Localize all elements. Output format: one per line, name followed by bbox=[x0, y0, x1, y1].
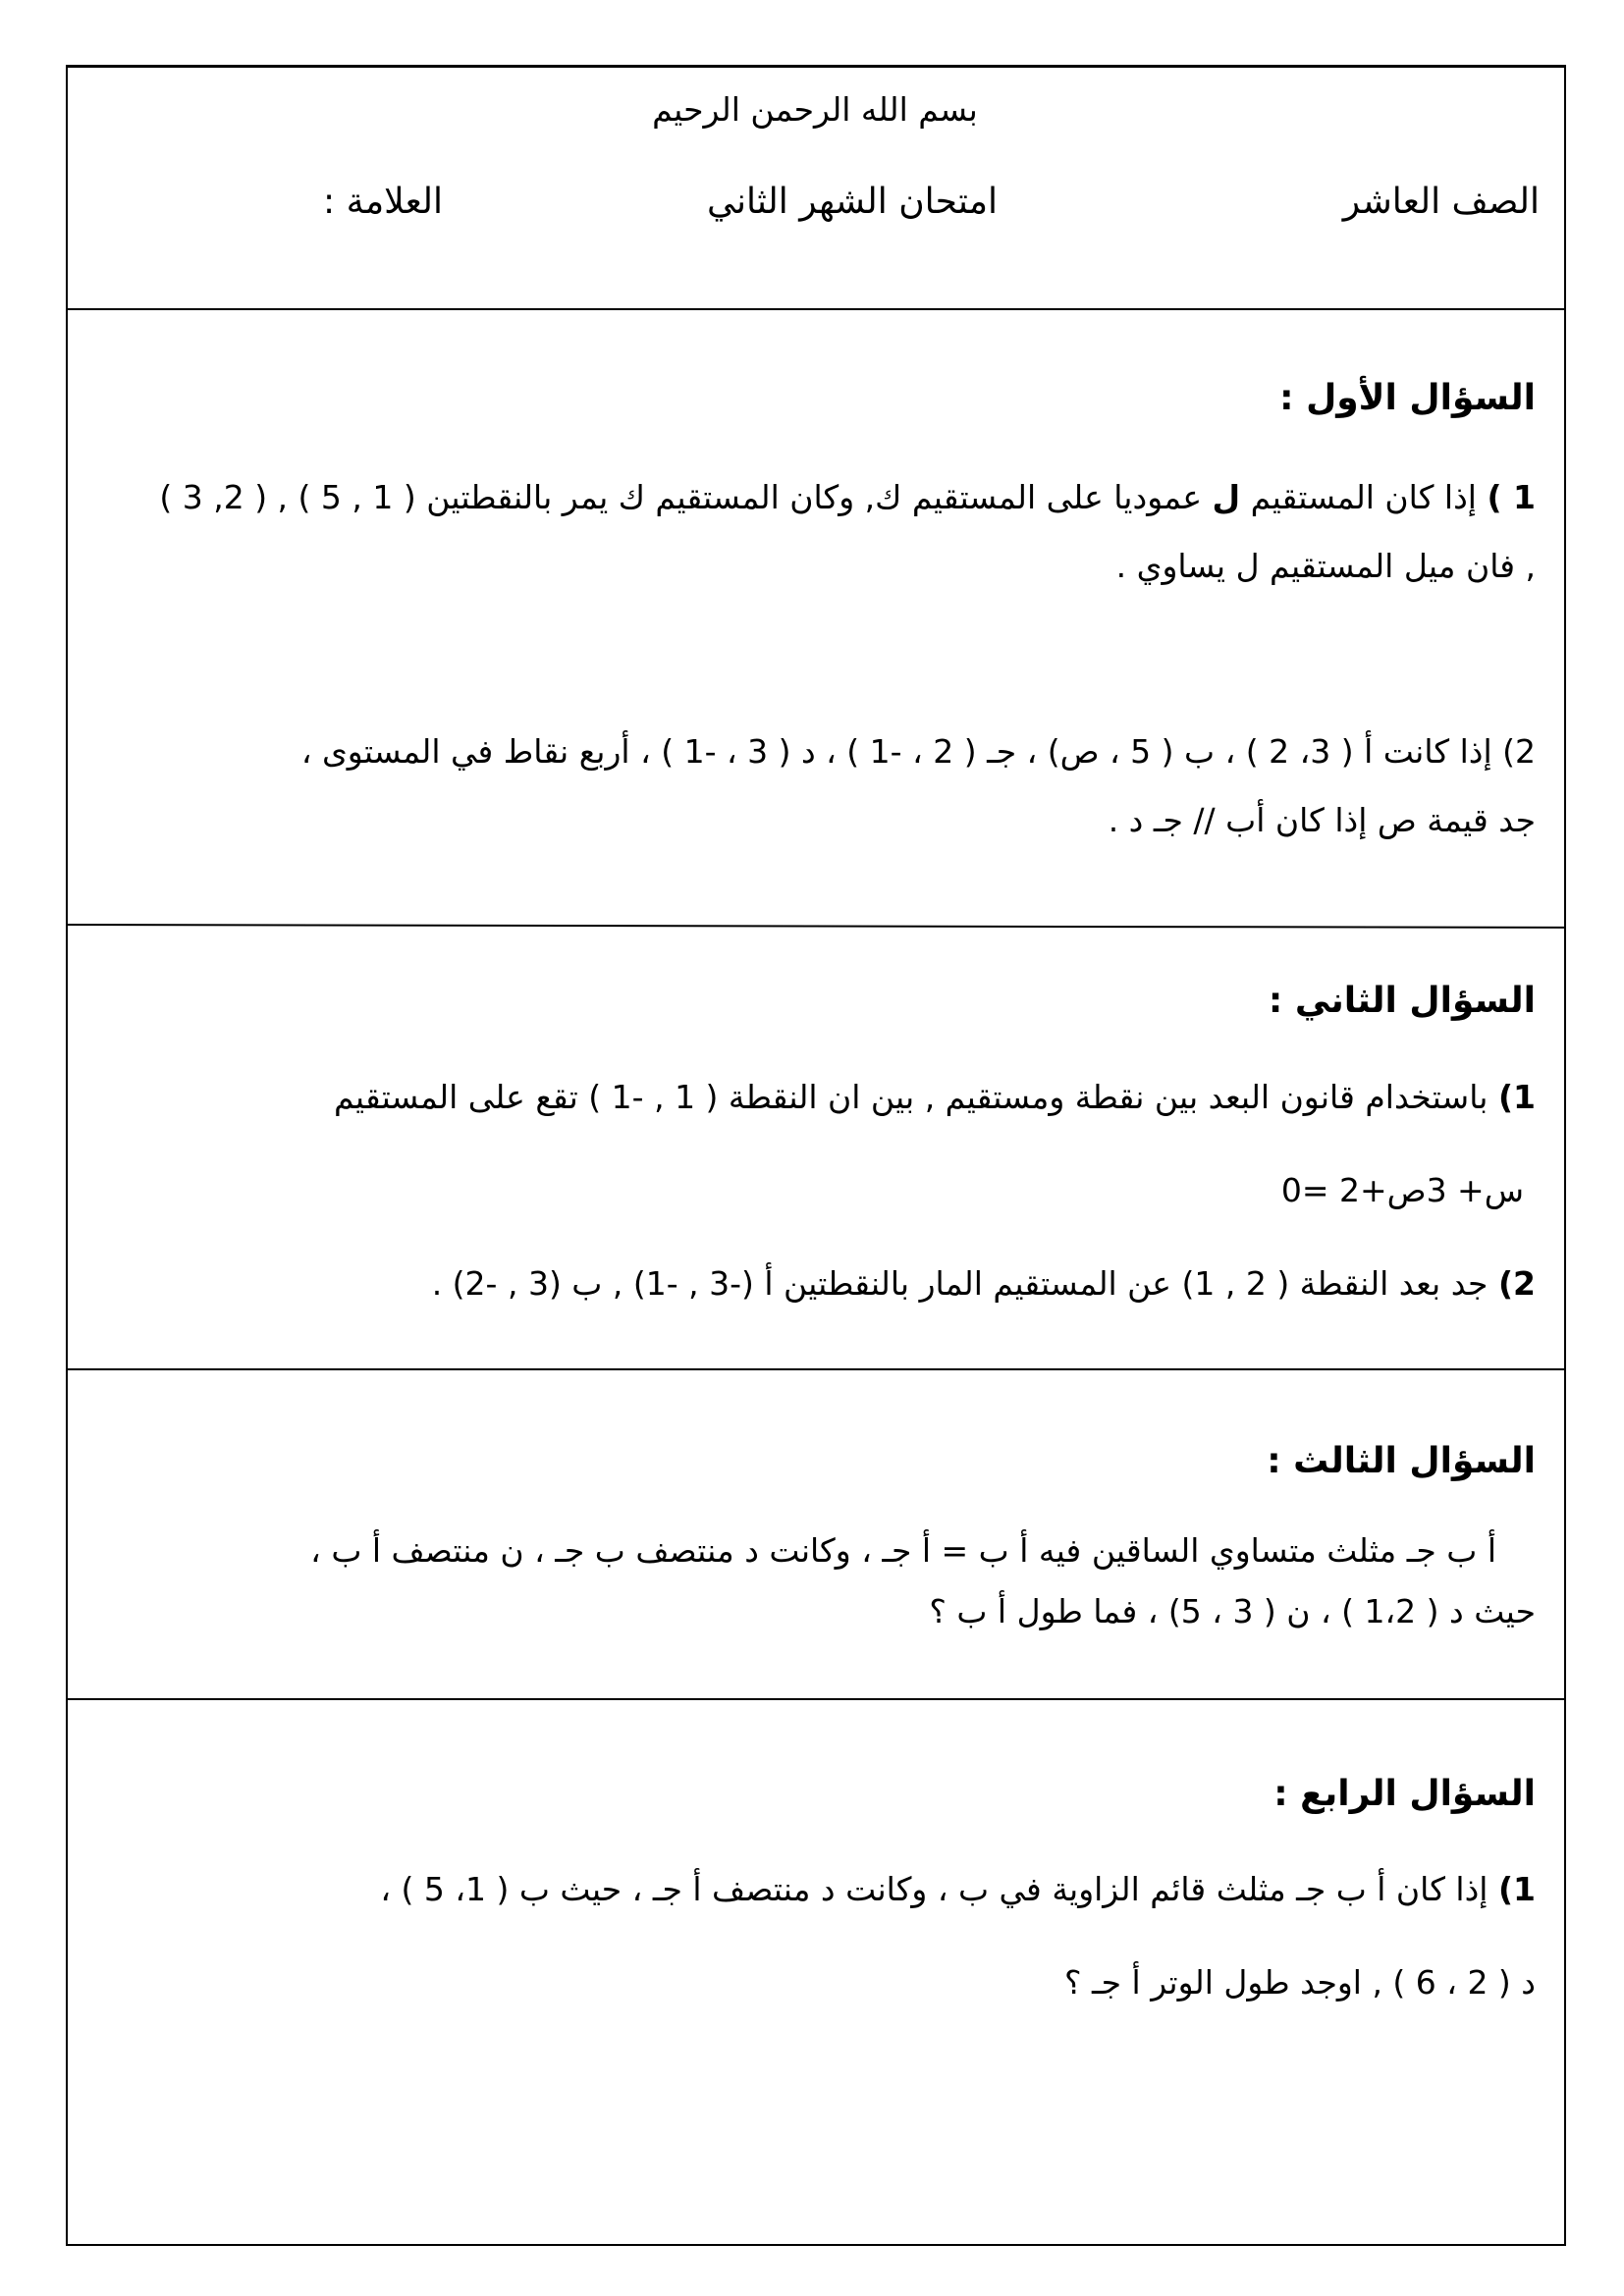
q4-item1-text: إذا كان أ ب جـ مثلث قائم الزاوية في ب ، وكانت د منتصف أ جـ ، حيث ب ( 1، 5 ) ، bbox=[380, 1870, 1498, 1908]
q4-heading: السؤال الرابع : bbox=[1273, 1774, 1536, 1814]
q4-item1-number: 1) bbox=[1497, 1870, 1536, 1908]
q1-item2-line2: جد قيمة ص إذا كان أب // جـ د . bbox=[1108, 801, 1536, 839]
mark-label: العلامة : bbox=[323, 182, 443, 222]
q2-item2-number: 2) bbox=[1497, 1264, 1536, 1303]
q1-item1-text-b: عموديا على المستقيم ك, وكان المستقيم ك يمر بالنقطتين ( 1 , 5 ) , ( 2, 3 ) bbox=[159, 478, 1213, 516]
q3-heading: السؤال الثالث : bbox=[1267, 1441, 1536, 1481]
q2-item2-text: جد بعد النقطة ( 2 , 1) عن المستقيم المار بالنقطتين أ (-3 , -1) , ب (3 , -2) . bbox=[431, 1264, 1498, 1303]
q1-item1-line2: , فان ميل المستقيم ل يساوي . bbox=[1115, 547, 1536, 585]
q2-heading: السؤال الثاني : bbox=[1268, 981, 1536, 1021]
exam-title: امتحان الشهر الثاني bbox=[706, 182, 998, 222]
q1-item1-number: 1 ) bbox=[1487, 478, 1536, 516]
q2-equation: س+ 3ص+2 =0 bbox=[1280, 1171, 1524, 1209]
q2-item1-text: باستخدام قانون البعد بين نقطة ومستقيم , بين ان النقطة ( 1 , -1 ) تقع على المستقيم bbox=[333, 1078, 1498, 1116]
header-divider bbox=[66, 308, 1566, 310]
q2-divider bbox=[66, 1368, 1566, 1370]
basmala: بسم الله الرحمن الرحيم bbox=[652, 90, 978, 129]
q4-item1-line2: د ( 2 ، 6 ) , اوجد طول الوتر أ جـ ؟ bbox=[1063, 1963, 1536, 2002]
q3-line2: حيث د ( 1،2 ) ، ن ( 3 ، 5) ، فما طول أ ب ؟ bbox=[929, 1592, 1536, 1630]
q1-item2-line1: 2) إذا كانت أ ( 3، 2 ) ، ب ( 5 ، ص) ، جـ ( 2 ، -1 ) ، د ( 3 ، -1 ) ، أربع نقاط في المستوى ، bbox=[300, 732, 1536, 771]
q4-item1 bbox=[380, 1870, 1536, 1909]
grade-label: الصف العاشر bbox=[1342, 182, 1540, 222]
q1-heading: السؤال الأول : bbox=[1279, 378, 1536, 418]
q1-item1-bold: ل bbox=[1212, 478, 1241, 516]
q1-item1-text-a: إذا كان المستقيم bbox=[1240, 478, 1488, 516]
q2-item1 bbox=[334, 1078, 1536, 1117]
q2-item1-number: 1) bbox=[1497, 1078, 1536, 1116]
q2-item2 bbox=[432, 1264, 1536, 1304]
q3-divider bbox=[66, 1698, 1566, 1700]
q3-line1: أ ب جـ مثلث متساوي الساقين فيه أ ب = أ جـ ، وكانت د منتصف ب جـ ، ن منتصف أ ب ، bbox=[310, 1531, 1496, 1570]
q1-item1 bbox=[159, 478, 1536, 517]
